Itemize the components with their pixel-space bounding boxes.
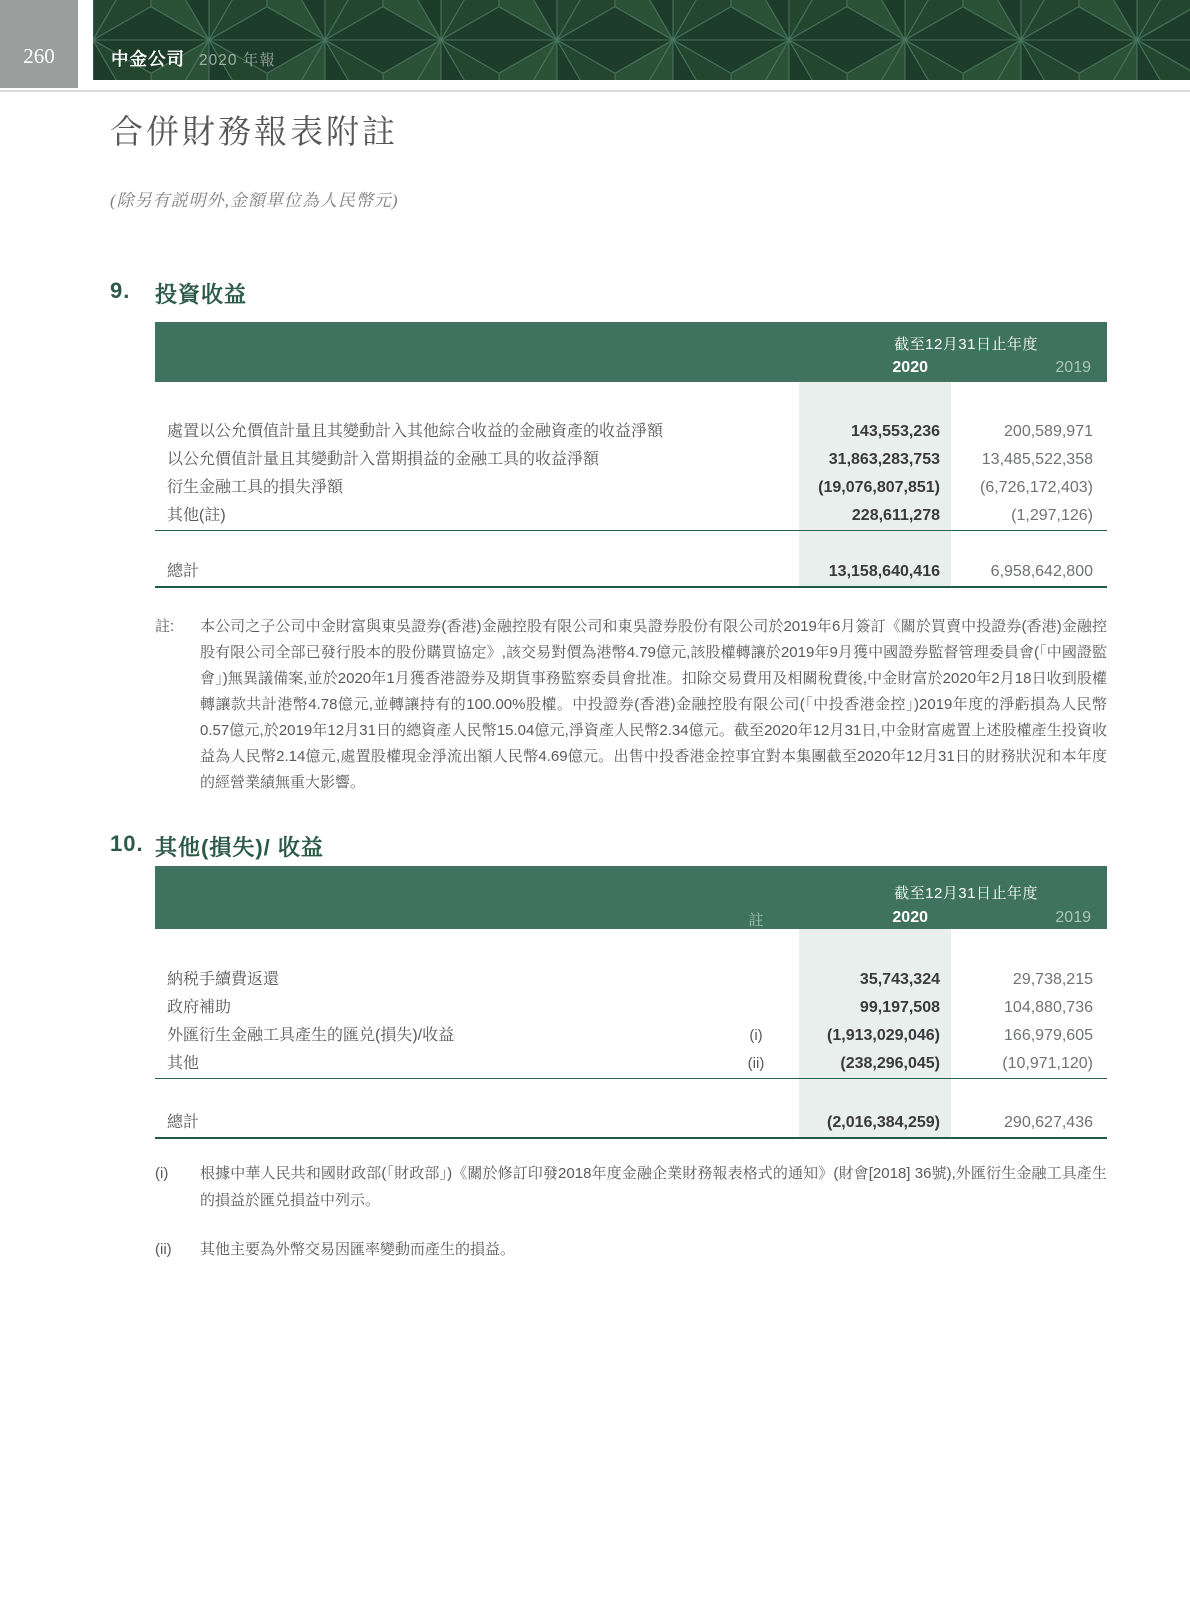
table-row [155, 418, 1107, 446]
table-9-bottom-rule [155, 586, 1107, 588]
table-10-header-band [155, 866, 1107, 929]
row-value-2020: (238,296,045) [840, 1055, 940, 1072]
row-value-2020: 228,611,278 [851, 507, 940, 524]
report-edition: 2020 年報 [199, 52, 276, 69]
footnote-i [155, 1160, 1107, 1214]
table-10-total-row [155, 1109, 1107, 1137]
footnote-text: 其他主要為外幣交易因匯率變動而產生的損益。 [200, 1241, 516, 1258]
note-marker: 註: [155, 618, 175, 635]
section-9-heading [110, 278, 247, 309]
row-value-2019: (6,726,172,403) [980, 479, 1093, 496]
row-note-ref: (ii) [747, 1055, 765, 1072]
total-label: 總計 [167, 1114, 200, 1131]
row-value-2020: (1,913,029,046) [827, 1027, 940, 1044]
page-number-box [0, 0, 78, 88]
other-gains-losses-table [155, 866, 1107, 1139]
row-value-2019: (1,297,126) [1011, 507, 1093, 524]
total-value-2020: 13,158,640,416 [828, 563, 940, 580]
page-number: 260 [23, 44, 55, 68]
table-row [155, 1022, 1107, 1050]
row-label: 其他 [167, 1055, 200, 1072]
table-row [155, 502, 1107, 530]
row-note-ref: (i) [749, 1027, 763, 1044]
section-9-title: 投資收益 [155, 282, 248, 307]
row-label: 其他(註) [167, 507, 226, 524]
section-10-number: 10. [110, 831, 144, 856]
row-label: 以公允價值計量且其變動計入當期損益的金融工具的收益淨額 [167, 451, 600, 468]
table-9-rows [155, 418, 1107, 530]
section-10-title: 其他(損失)/ 收益 [155, 835, 324, 860]
table-row [155, 446, 1107, 474]
row-value-2019: 29,738,215 [1012, 971, 1093, 988]
header-divider [0, 90, 1190, 92]
table-10-note-col: 註 [748, 912, 764, 929]
table-9-total-row [155, 558, 1107, 586]
row-label: 外匯衍生金融工具產生的匯兑(損失)/收益 [167, 1027, 455, 1044]
row-value-2020: 143,553,236 [851, 423, 940, 440]
row-value-2020: 35,743,324 [859, 971, 940, 988]
total-label: 總計 [167, 563, 200, 580]
row-value-2019: 200,589,971 [1004, 423, 1093, 440]
company-name: 中金公司 [111, 49, 185, 69]
table-9-subtotal-rule [155, 530, 1107, 531]
row-label: 處置以公允價值計量且其變動計入其他綜合收益的金融資產的收益淨額 [167, 423, 664, 440]
table-row [155, 474, 1107, 502]
row-label: 衍生金融工具的損失淨額 [167, 479, 344, 496]
row-value-2019: 13,485,522,358 [981, 451, 1093, 468]
investment-income-table [155, 322, 1107, 588]
footnote-marker: (i) [155, 1165, 169, 1182]
page-title: 合併財務報表附註 [110, 115, 398, 151]
row-label: 納税手續費返還 [167, 971, 280, 988]
banner-text [111, 46, 276, 71]
table-9-header-band [155, 322, 1107, 382]
page-subtitle: (除另有説明外,金額單位為人民幣元) [110, 191, 399, 210]
row-value-2020: 99,197,508 [859, 999, 940, 1016]
table-row [155, 966, 1107, 994]
note-text: 本公司之子公司中金財富與東吳證券(香港)金融控股有限公司和東吳證券股份有限公司於2019年6月簽訂《關於買賣中投證券(香港)金融控股有限公司全部已發行股本的股份購買協定》,該交易對價為港幣4.79億元,該股權轉讓於2019年9月獲中國證券監督管理委員會(「中國證監會」)無異議備案,並於2020年1月獲香港證券及期貨事務監察委員會批准。扣除交易費用及相關稅費後,中金財富於2020年2月18日收到股權轉讓款共計港幣4.78億元,並轉讓持有的100.00%股權。中投證券(香港)金融控股有限公司(「中投香港金控」)2019年度的淨虧損為人民幣0.57億元,於2019年12月31日的總資產人民幣15.04億元,淨資產人民幣2.34億元。截至2020年12月31日,中金財富處置上述股權產生投資收益為人民幣2.14億元,處置股權現金淨流出額人民幣4.69億元。出售中投香港金控事宜對本集團截至2020年12月31日的財務狀況和本年度的經營業績無重大影響。 [200, 618, 1107, 791]
row-value-2019: 104,880,736 [1004, 999, 1093, 1016]
table-10-col-2020: 2020 [892, 909, 928, 926]
total-value-2019: 6,958,642,800 [990, 563, 1093, 580]
table-10-subtotal-rule [155, 1078, 1107, 1079]
table-10-rows [155, 966, 1107, 1078]
table-10-period-header: 截至12月31日止年度 [894, 885, 1038, 902]
row-value-2019: (10,971,120) [1002, 1055, 1093, 1072]
table-10-bottom-rule [155, 1137, 1107, 1139]
row-value-2020: 31,863,283,753 [828, 451, 940, 468]
footnote-text: 根據中華人民共和國財政部(「財政部」)《關於修訂印發2018年度金融企業財務報表格式的通知》(財會[2018] 36號),外匯衍生金融工具產生的損益於匯兑損益中列示。 [200, 1165, 1107, 1209]
row-value-2020: (19,076,807,851) [818, 479, 940, 496]
footnote-marker: (ii) [155, 1241, 172, 1258]
table-10-col-2019: 2019 [1055, 909, 1091, 926]
total-value-2020: (2,016,384,259) [827, 1114, 940, 1131]
section-9-note [155, 614, 1107, 796]
header-banner [93, 0, 1190, 80]
table-row [155, 1050, 1107, 1078]
row-label: 政府補助 [167, 999, 232, 1016]
footnote-ii [155, 1236, 1107, 1263]
total-value-2019: 290,627,436 [1004, 1114, 1093, 1131]
table-9-col-2019: 2019 [1055, 359, 1091, 376]
table-9-period-header: 截至12月31日止年度 [894, 336, 1038, 353]
table-row [155, 994, 1107, 1022]
section-9-number: 9. [110, 278, 131, 303]
table-9-col-2020: 2020 [892, 359, 928, 376]
section-10-heading [110, 831, 324, 862]
row-value-2019: 166,979,605 [1004, 1027, 1093, 1044]
